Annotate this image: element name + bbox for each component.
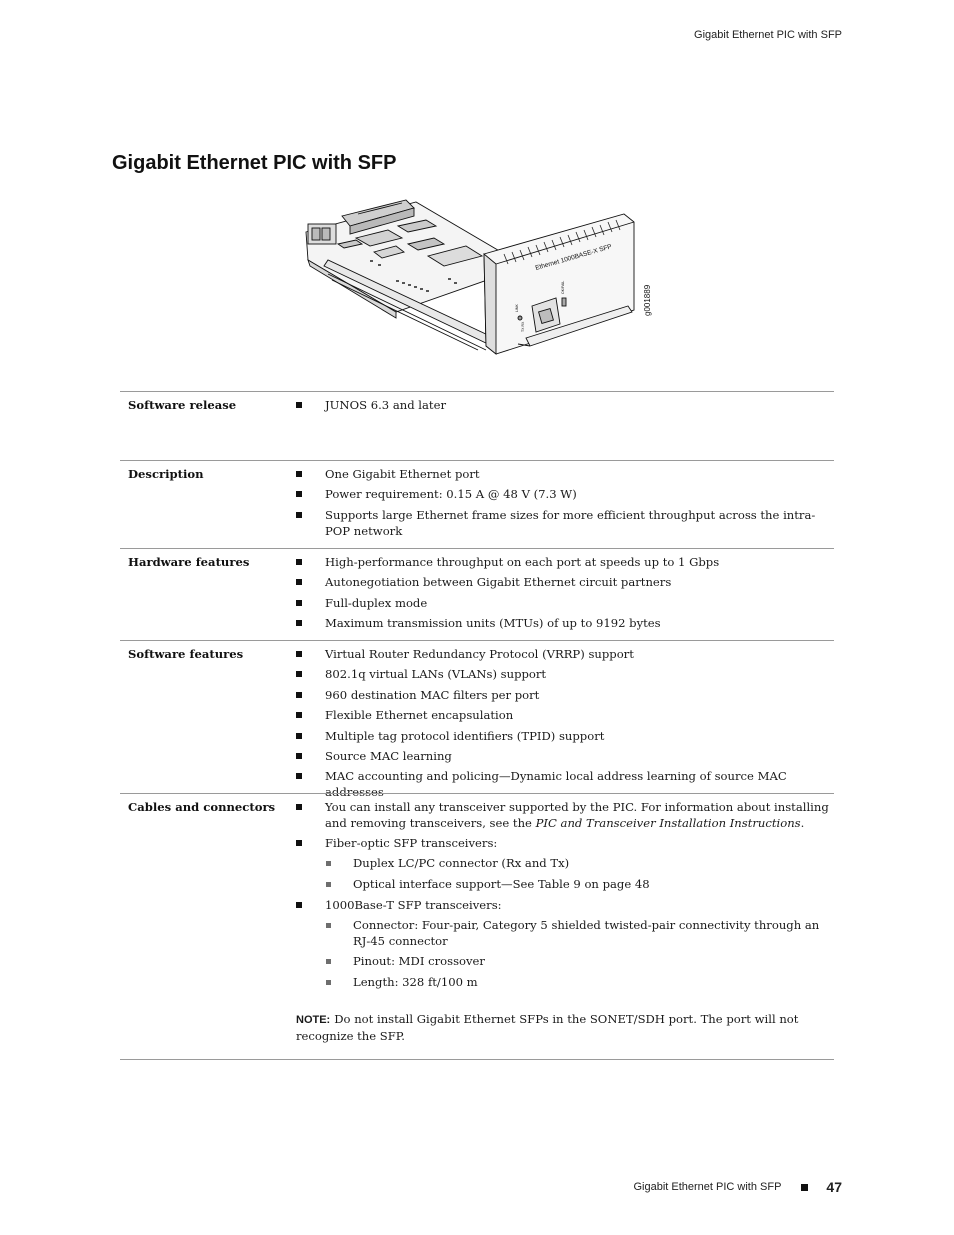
ok-fail-led xyxy=(562,298,566,306)
sub-list-item: Duplex LC/PC connector (Rx and Tx) xyxy=(325,855,834,871)
page-title: Gigabit Ethernet PIC with SFP xyxy=(112,152,397,174)
note xyxy=(296,1011,834,1044)
list-item: JUNOS 6.3 and later xyxy=(296,397,834,413)
row-label: Cables and connectors xyxy=(128,800,276,814)
sub-list-item xyxy=(325,876,834,892)
sub-bullet-icon xyxy=(326,882,331,887)
faceplate-label: Ethernet 1000BASE-X SFP xyxy=(534,243,613,272)
list-item: High-performance throughput on each port at speeds up to 1 Gbps xyxy=(296,554,834,570)
list-item: You can install any transceiver supported by the PIC. For information about installing and removing transceivers, see the PIC and Transceiver Installation Instructions. xyxy=(296,799,834,831)
row-cables-connectors xyxy=(120,793,834,1060)
running-header: Gigabit Ethernet PIC with SFP xyxy=(694,29,842,41)
sub-bullet-icon xyxy=(326,923,331,928)
pic-line-drawing xyxy=(298,194,662,364)
list-item: 960 destination MAC filters per port xyxy=(296,687,834,703)
list-item: Fiber-optic SFP transceivers: Duplex LC/PC connector (Rx and Tx) Optical interface support—See Table 9 on page 48 xyxy=(296,835,834,892)
page-number: 47 xyxy=(826,1179,842,1195)
bullet-icon xyxy=(296,671,302,677)
bullet-icon xyxy=(296,491,302,497)
bullet-icon xyxy=(296,902,302,908)
bullet-icon xyxy=(296,579,302,585)
ok-fail-label: OK/FAIL xyxy=(561,280,565,294)
note-label: NOTE: xyxy=(296,1013,331,1026)
page-footer xyxy=(633,1179,842,1195)
row-label: Software release xyxy=(128,398,237,412)
row-description xyxy=(120,460,834,548)
list-item: Power requirement: 0.15 A @ 48 V (7.3 W) xyxy=(296,486,834,502)
list-item: Multiple tag protocol identifiers (TPID) support xyxy=(296,728,834,744)
bullet-icon xyxy=(296,600,302,606)
bullet-icon xyxy=(296,471,302,477)
figure-id: g001889 xyxy=(643,284,652,316)
list-item: 1000Base-T SFP transceivers: Connector: Four-pair, Category 5 shielded twisted-pair connectivity through an RJ-45 connector Pinout: MDI crossover Length: 328 ft/100 m xyxy=(296,897,834,990)
sub-list xyxy=(325,855,834,892)
list-item: Flexible Ethernet encapsulation xyxy=(296,707,834,723)
link-label: LINK xyxy=(515,304,519,312)
row-body xyxy=(296,794,834,1059)
sub-list-item: Pinout: MDI crossover xyxy=(325,953,834,969)
status-led xyxy=(518,316,522,320)
list-item: Maximum transmission units (MTUs) of up to 9192 bytes xyxy=(296,615,834,631)
bullet-icon xyxy=(296,559,302,565)
row-body xyxy=(296,549,834,640)
bullet-list xyxy=(296,397,834,413)
bullet-list xyxy=(296,466,834,539)
bullet-icon xyxy=(296,692,302,698)
list-item: Supports large Ethernet frame sizes for more efficient throughput across the intra-POP network xyxy=(296,507,834,539)
list-item: Full-duplex mode xyxy=(296,595,834,611)
bullet-icon xyxy=(296,651,302,657)
list-item: Virtual Router Redundancy Protocol (VRRP) support xyxy=(296,646,834,662)
bullet-icon xyxy=(296,733,302,739)
row-body xyxy=(296,641,834,800)
note-text: Do not install Gigabit Ethernet SFPs in the SONET/SDH port. The port will not recognize the SFP. xyxy=(296,1011,799,1043)
row-label: Description xyxy=(128,467,204,481)
bullet-list xyxy=(296,646,834,800)
bullet-list xyxy=(296,554,834,631)
bullet-icon xyxy=(296,840,302,846)
bullet-icon xyxy=(296,620,302,626)
list-item: Source MAC learning xyxy=(296,748,834,764)
port-label: TX RX xyxy=(521,321,525,332)
pic-illustration xyxy=(298,194,662,364)
footer-separator-icon xyxy=(801,1184,808,1191)
sub-list-item: Length: 328 ft/100 m xyxy=(325,974,834,990)
list-item: MAC accounting and policing—Dynamic local address learning of source MAC addresses xyxy=(296,768,834,800)
bullet-icon xyxy=(296,512,302,518)
list-item: Autonegotiation between Gigabit Ethernet circuit partners xyxy=(296,574,834,590)
doc-reference-link[interactable]: PIC and Transceiver Installation Instructions xyxy=(535,816,801,830)
row-software-features xyxy=(120,640,834,800)
bullet-icon xyxy=(296,402,302,408)
bullet-icon xyxy=(296,804,302,810)
sub-bullet-icon xyxy=(326,980,331,985)
sub-list-item: Connector: Four-pair, Category 5 shielded twisted-pair connectivity through an RJ-45 connector xyxy=(325,917,834,949)
bullet-icon xyxy=(296,773,302,779)
row-label: Hardware features xyxy=(128,555,250,569)
spec-table xyxy=(120,391,834,1060)
list-item: One Gigabit Ethernet port xyxy=(296,466,834,482)
footer-title: Gigabit Ethernet PIC with SFP xyxy=(633,1181,782,1193)
row-software-release xyxy=(120,391,834,460)
sub-list xyxy=(325,917,834,990)
table-reference-link[interactable]: Optical interface support—See Table 9 on page 48 xyxy=(353,876,650,891)
bullet-list xyxy=(296,799,834,990)
row-body xyxy=(296,392,834,460)
list-item: 802.1q virtual LANs (VLANs) support xyxy=(296,666,834,682)
bullet-icon xyxy=(296,712,302,718)
row-hardware-features xyxy=(120,548,834,640)
row-body xyxy=(296,461,834,548)
bullet-icon xyxy=(296,753,302,759)
sub-bullet-icon xyxy=(326,861,331,866)
sub-bullet-icon xyxy=(326,959,331,964)
row-label: Software features xyxy=(128,647,244,661)
